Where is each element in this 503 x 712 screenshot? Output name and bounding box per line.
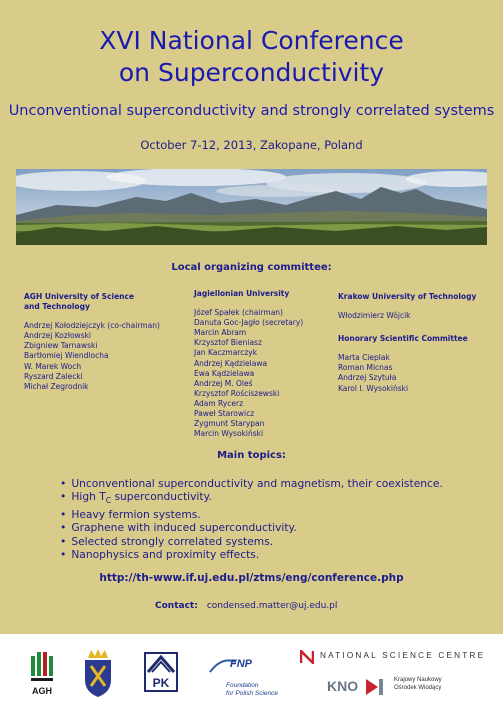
uj-member: Andrzej Kądzielawa xyxy=(194,358,268,368)
agh-heading-line-1: AGH University of Science xyxy=(24,292,135,301)
pk-member: Włodzimierz Wójcik xyxy=(338,311,411,321)
contact-email-link[interactable]: condensed.matter@uj.edu.pl xyxy=(206,601,338,611)
kno-arrow-icon xyxy=(366,679,384,695)
topic-item: • Unconventional superconductivity and magnetism, their coexistence. xyxy=(60,477,480,490)
svg-text:FNP: FNP xyxy=(230,658,252,670)
svg-text:AGH: AGH xyxy=(32,686,52,696)
conference-title xyxy=(0,25,503,89)
uj-committee-column xyxy=(194,289,334,439)
agh-member: Andrzej Kozłowski xyxy=(24,331,92,341)
main-topics-heading: Main topics: xyxy=(217,450,286,461)
conference-url-link[interactable]: http://th-www.if.uj.edu.pl/ztms/eng/conference.php xyxy=(99,572,404,584)
title-line-1: XVI National Conference xyxy=(99,26,404,55)
svg-text:for Polish Science: for Polish Science xyxy=(226,690,279,697)
topic-item: • Graphene with induced superconductivity. xyxy=(60,521,480,534)
ncn-logo: NATIONAL SCIENCE CENTRE xyxy=(300,650,490,664)
uj-member: Krzysztof Rościszewski xyxy=(194,388,280,398)
topic-item: • Selected strongly correlated systems. xyxy=(60,535,480,548)
conference-date: October 7-12, 2013, Zakopane, Poland xyxy=(140,138,363,152)
topic-item: • Heavy fermion systems. xyxy=(60,508,480,521)
honorary-member: Marta Cieplak xyxy=(338,353,390,363)
uj-member: Jan Kaczmarczyk xyxy=(194,348,258,358)
uj-member: Marcin Wysokiński xyxy=(194,429,264,439)
conference-subtitle: Unconventional superconductivity and strongly correlated systems xyxy=(8,103,495,119)
uj-member: Adam Rycerz xyxy=(194,398,244,408)
topic-item: • High $T_C$ superconductivity. xyxy=(60,490,480,508)
topics-list xyxy=(60,477,480,562)
pk-heading: Krakow University of Technology xyxy=(338,292,477,301)
pk-logo xyxy=(144,652,178,692)
honorary-member: Roman Micnas xyxy=(338,363,393,373)
title-line-2: on Superconductivity xyxy=(118,58,385,87)
agh-member: Bartłomiej Wiendlocha xyxy=(24,351,109,361)
ncn-n-icon xyxy=(300,650,314,664)
uj-member: Andrzej M. Oleś xyxy=(194,378,253,388)
contact-line xyxy=(155,601,337,611)
uj-member: Zygmunt Starypan xyxy=(194,419,265,429)
fnp-logo xyxy=(206,654,290,698)
kno-logo: KNO Krajowy Naukowy Ośrodek Wiodący xyxy=(327,677,442,694)
honorary-member: Karol I. Wysokiński xyxy=(338,383,409,393)
agh-heading-line-2: and Technology xyxy=(24,302,90,312)
uj-member: Danuta Goc-Jagło (secretary) xyxy=(194,318,304,328)
agh-member: Zbigniew Tarnawski xyxy=(24,341,98,351)
agh-member: Andrzej Kołodziejczyk (co-chairman) xyxy=(24,321,160,331)
pk-and-honorary-column xyxy=(338,292,498,394)
svg-text:Foundation: Foundation xyxy=(226,682,259,689)
agh-member: Michał Zegrodnik xyxy=(24,381,89,391)
uj-heading: Jagiellonian University xyxy=(194,289,290,298)
honorary-heading: Honorary Scientific Committee xyxy=(338,334,468,344)
uj-member: Paweł Starowicz xyxy=(194,409,255,419)
sponsor-logos-footer xyxy=(0,634,503,712)
agh-member: Ryszard Zalecki xyxy=(24,371,83,381)
uj-member: Krzysztof Bieniasz xyxy=(194,338,262,348)
uj-member: Józef Spałek (chairman) xyxy=(194,308,283,318)
agh-member: W. Marek Woch xyxy=(24,361,82,371)
mountain-panorama-image xyxy=(16,169,487,245)
contact-label: Contact: xyxy=(155,601,198,611)
uj-crest-logo xyxy=(82,648,114,698)
uj-member: Ewa Kądzielawa xyxy=(194,368,255,378)
svg-text:PK: PK xyxy=(152,676,170,690)
topic-item: • Nanophysics and proximity effects. xyxy=(60,548,480,561)
local-committee-heading: Local organizing committee: xyxy=(171,262,332,273)
uj-member: Marcin Abram xyxy=(194,328,247,338)
agh-committee-column xyxy=(24,292,184,392)
honorary-member: Andrzej Szytuła xyxy=(338,373,397,383)
agh-logo xyxy=(27,650,57,698)
